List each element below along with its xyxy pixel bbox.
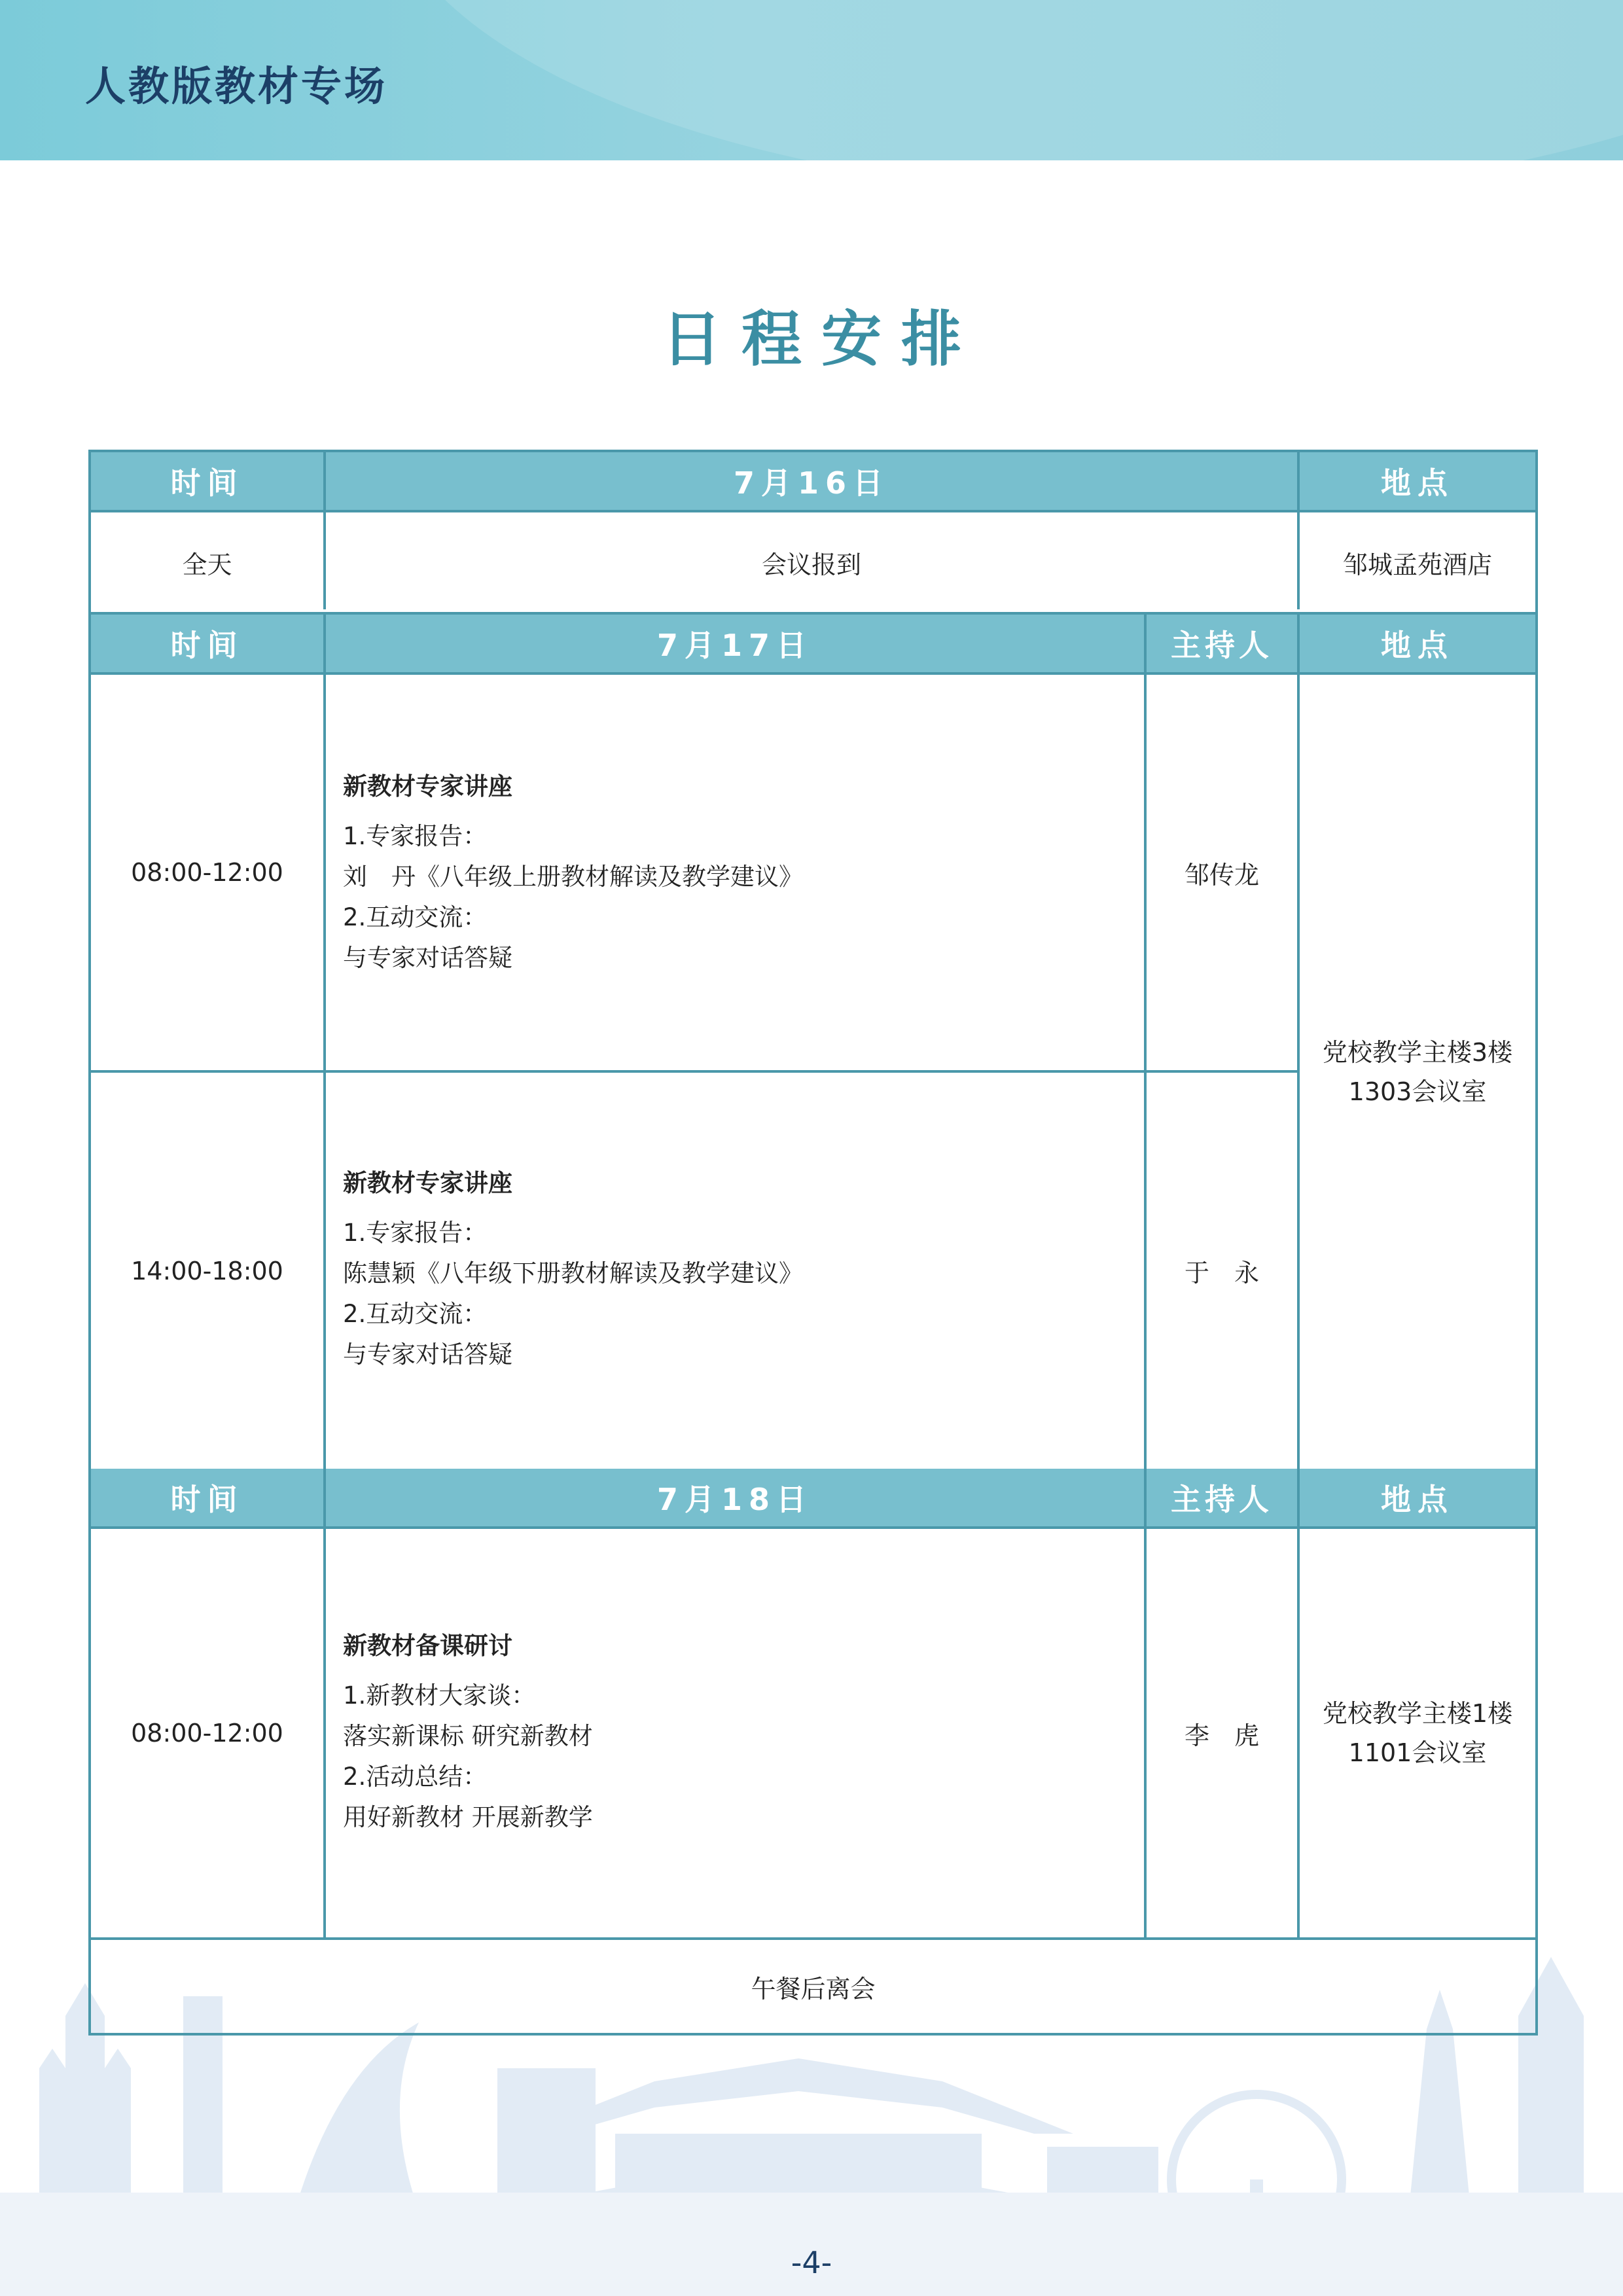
header-band xyxy=(0,0,1623,160)
page-title: 日程安排 xyxy=(661,304,981,374)
day2-location-cell: 党校教学主楼3楼 1303会议室 xyxy=(1322,1037,1513,1106)
day3-location-header: 地点 xyxy=(1381,1482,1454,1517)
session-line: 1.专家报告： xyxy=(343,1219,488,1247)
session-line: 与专家对话答疑 xyxy=(343,1340,512,1369)
day2-host-header: 主持人 xyxy=(1171,628,1273,663)
day3-time-header: 时间 xyxy=(170,1482,244,1517)
day1-time-cell: 全天 xyxy=(182,550,232,579)
session-line: 2.互动交流： xyxy=(343,903,488,931)
session-line: 用好新教材 开展新教学 xyxy=(343,1803,593,1831)
session-line: 刘 丹《八年级上册教材解读及教学建议》 xyxy=(343,863,803,891)
day2-header-row xyxy=(91,615,1535,675)
schedule-table xyxy=(88,450,1538,2036)
page-number: -4- xyxy=(791,2245,832,2280)
session-line: 陈慧颖《八年级下册教材解读及教学建议》 xyxy=(343,1259,803,1287)
session-line: 1.专家报告： xyxy=(343,822,488,850)
day3-session-host: 李 虎 xyxy=(1184,1721,1259,1750)
day2-session2-host: 于 永 xyxy=(1184,1259,1259,1287)
day1-time-header: 时间 xyxy=(170,465,244,501)
session-line: 2.互动交流： xyxy=(343,1300,488,1328)
day1-header-row xyxy=(91,452,1535,512)
day2-session1-time: 08:00-12:00 xyxy=(131,858,283,887)
day1-content-cell: 会议报到 xyxy=(761,550,861,579)
day2-location-header: 地点 xyxy=(1381,628,1454,663)
day3-session-content xyxy=(343,1626,1128,1838)
day3-location-cell: 党校教学主楼1楼 1101会议室 xyxy=(1322,1699,1513,1767)
day1-location-header: 地点 xyxy=(1381,465,1454,501)
day2-session1-content xyxy=(343,766,1128,978)
session-line: 1.新教材大家谈： xyxy=(343,1681,536,1710)
day3-session-time: 08:00-12:00 xyxy=(131,1719,283,1748)
day2-session1-host: 邹传龙 xyxy=(1184,860,1259,889)
header-arc-decoration xyxy=(380,0,1623,160)
day3-host-header: 主持人 xyxy=(1171,1482,1273,1517)
session-line: 落实新课标 研究新教材 xyxy=(343,1722,593,1750)
day3-date-header: 7月18日 xyxy=(656,1482,813,1517)
day1-location-cell: 邹城孟苑酒店 xyxy=(1342,550,1492,579)
day2-session2-content xyxy=(343,1163,1128,1375)
session-line: 2.活动总结： xyxy=(343,1763,488,1791)
session-title: 新教材专家讲座 xyxy=(343,1169,512,1197)
session-title: 新教材备课研讨 xyxy=(343,1632,512,1660)
day2-date-header: 7月17日 xyxy=(656,628,813,663)
day1-date-header: 7月16日 xyxy=(733,465,890,501)
day3-header-row xyxy=(91,1469,1535,1529)
day2-time-header: 时间 xyxy=(170,628,244,663)
day2-session2-time: 14:00-18:00 xyxy=(131,1256,283,1285)
divider xyxy=(323,615,326,1469)
closing-cell: 午餐后离会 xyxy=(751,1974,876,2003)
session-line: 与专家对话答疑 xyxy=(343,944,512,972)
divider xyxy=(323,1469,326,1937)
session-title: 新教材专家讲座 xyxy=(343,772,512,800)
header-title: 人教版教材专场 xyxy=(85,62,388,110)
